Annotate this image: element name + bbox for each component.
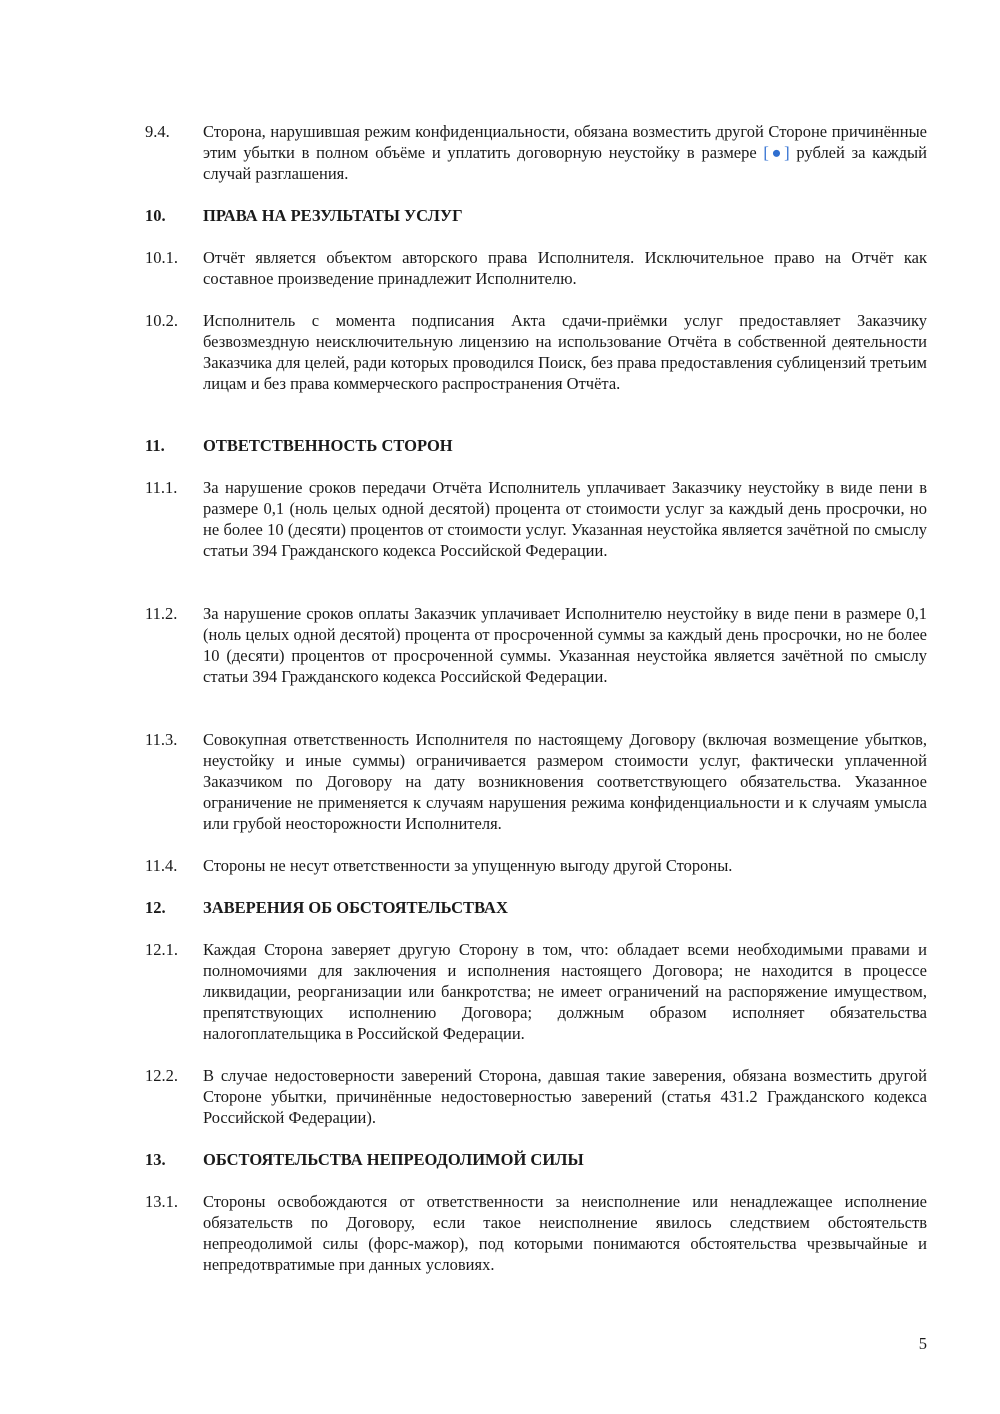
clause-number: 11.1. (145, 478, 178, 497)
clause-text: Совокупная ответственность Исполнителя по настоящему Договору (включая возмещение убытков, неустойку и иные суммы) ограничивается размером стоимости услуг, фактически уплаченной Заказчиком по Договору на дату возникновения соответствующего обязательства. Указанное ограничение не применяется к случаям нарушения режима конфиденциальности и к случаям умысла или грубой неосторожности Исполнителя. (203, 730, 927, 833)
clause-10-1 (145, 247, 927, 289)
section-title: ПРАВА НА РЕЗУЛЬТАТЫ УСЛУГ (203, 206, 463, 225)
clause-12-1 (145, 939, 927, 1044)
section-number: 12. (145, 898, 166, 917)
clause-text: За нарушение сроков передачи Отчёта Исполнитель уплачивает Заказчику неустойку в виде пени в размере 0,1 (ноль целых одной десятой) процента от стоимости услуг за каждый день просрочки, но не более 10 (десяти) процентов от стоимости услуг. Указанная неустойка является зачётной по смыслу статьи 394 Гражданского кодекса Российской Федерации. (203, 478, 927, 560)
section-number: 10. (145, 206, 166, 225)
clause-text: Каждая Сторона заверяет другую Сторону в том, что: обладает всеми необходимыми правами и полномочиями для заключения и исполнения настоящего Договора; не находится в процессе ликвидации, реорганизации или банкротства; не имеет ограничений на распоряжение имуществом, препятствующих исполнению Договора; должным образом исполняет обязательства налогоплательщика в Российской Федерации. (203, 940, 927, 1043)
section-heading-10 (145, 205, 927, 226)
section-heading-11 (145, 435, 927, 456)
clause-text-part: Сторона, нарушившая режим конфиденциальности, обязана возместить другой Стороне причинённые этим убытки в полном объёме и уплатить договорную неустойку в размере (203, 122, 927, 162)
clause-9-4 (145, 121, 927, 184)
section-title: ОБСТОЯТЕЛЬСТВА НЕПРЕОДОЛИМОЙ СИЛЫ (203, 1150, 584, 1169)
clause-number: 9.4. (145, 122, 170, 141)
section-number: 11. (145, 436, 165, 455)
section-heading-13 (145, 1149, 927, 1170)
clause-13-1 (145, 1191, 927, 1275)
clause-10-2 (145, 310, 927, 394)
clause-12-2 (145, 1065, 927, 1128)
clause-number: 10.1. (145, 248, 178, 267)
clause-number: 13.1. (145, 1192, 178, 1211)
clause-text: Исполнитель с момента подписания Акта сдачи-приёмки услуг предоставляет Заказчику безвозмездную неисключительную лицензию на использование Отчёта в собственной деятельности Заказчика для целей, ради которых проводился Поиск, без права предоставления сублицензий третьим лицам и без права коммерческого распространения Отчёта. (203, 311, 927, 393)
section-number: 13. (145, 1150, 166, 1169)
amount-placeholder: [●] (763, 143, 790, 162)
clause-number: 10.2. (145, 311, 178, 330)
clause-11-4 (145, 855, 927, 876)
section-title: ОТВЕТСТВЕННОСТЬ СТОРОН (203, 436, 453, 455)
clause-text-part: рублей за каждый случай разглашения. (203, 143, 927, 183)
clause-number: 12.2. (145, 1066, 178, 1085)
clause-11-3 (145, 729, 927, 834)
clause-text: Стороны не несут ответственности за упущенную выгоду другой Стороны. (203, 856, 733, 875)
clause-text: Отчёт является объектом авторского права Исполнителя. Исключительное право на Отчёт как составное произведение принадлежит Исполнителю. (203, 248, 927, 288)
section-title: ЗАВЕРЕНИЯ ОБ ОБСТОЯТЕЛЬСТВАХ (203, 898, 508, 917)
section-heading-12 (145, 897, 927, 918)
clause-text: Стороны освобождаются от ответственности за неисполнение или ненадлежащее исполнение обязательств по Договору, если такое неисполнение явилось следствием обстоятельств непреодолимой силы (форс-мажор), под которыми понимаются обстоятельства чрезвычайные и непредотвратимые при данных условиях. (203, 1192, 927, 1274)
clause-text: За нарушение сроков оплаты Заказчик уплачивает Исполнителю неустойку в виде пени в размере 0,1 (ноль целых одной десятой) процента от просроченной суммы за каждый день просрочки, но не более 10 (десяти) процентов от просроченной суммы. Указанная неустойка является зачётной по смыслу статьи 394 Гражданского кодекса Российской Федерации. (203, 604, 927, 686)
clause-number: 11.3. (145, 730, 178, 749)
clause-text (203, 121, 927, 184)
page-number: 5 (918, 1334, 927, 1353)
clause-number: 11.2. (145, 604, 178, 623)
clause-11-1 (145, 477, 927, 561)
clause-text: В случае недостоверности заверений Сторона, давшая такие заверения, обязана возместить другой Стороне убытки, причинённые недостоверностью заверений (статья 431.2 Гражданского кодекса Российской Федерации). (203, 1066, 927, 1127)
clause-number: 11.4. (145, 856, 178, 875)
clause-11-2 (145, 603, 927, 687)
clause-number: 12.1. (145, 940, 178, 959)
